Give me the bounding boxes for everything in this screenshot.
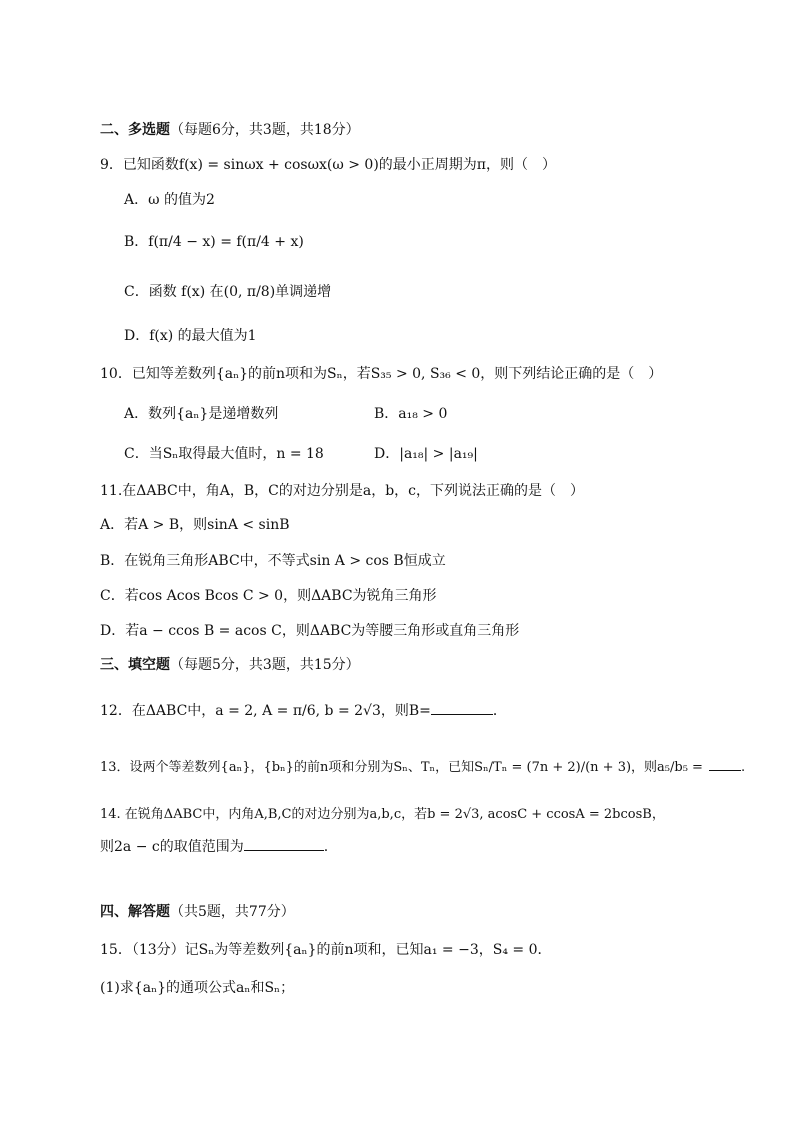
q11-option-a: A．若A > B，则sinA < sinB (100, 517, 290, 533)
section-3-heading (100, 655, 360, 675)
q14-text: 则2a − c的取值范围为 (100, 839, 244, 855)
q10-option-d: D．|a₁₈| > |a₁₉| (374, 446, 478, 462)
q10-stem: 10．已知等差数列{aₙ}的前n项和为Sₙ，若S₃₅ > 0, S₃₆ < 0，则下列结论正确的是（ ） (100, 366, 663, 382)
q11-option-c: C．若cos Acos Bcos C > 0，则ΔABC为锐角三角形 (100, 588, 437, 604)
q15-stem: 15．（13分）记Sₙ为等差数列{aₙ}的前n项和，已知a₁ = −3，S₄ = 0． (100, 942, 552, 958)
section-4-title: 四、解答题 (100, 904, 170, 920)
q10-option-b: B．a₁₈ > 0 (374, 406, 448, 422)
q14-line-2 (100, 836, 328, 857)
q12-text: 12．在ΔABC中，a = 2, A = π/6, b = 2√3，则B= (100, 703, 431, 719)
q13-answer-blank[interactable] (709, 756, 741, 771)
section-2-title: 二、多选题 (100, 122, 170, 138)
q11-option-d: D．若a − ccos B = acos C，则ΔABC为等腰三角形或直角三角形 (100, 623, 520, 639)
q13-end: . (740, 760, 746, 775)
q10-option-a: A．数列{aₙ}是递增数列 (124, 406, 279, 422)
q14-answer-blank[interactable] (244, 836, 324, 851)
section-2-heading (100, 120, 360, 140)
q14-line-1: 14. 在锐角ΔABC中，内角A,B,C的对边分别为a,b,c，若b = 2√3, acosC + ccosA = 2bcosB， (100, 807, 665, 822)
q14-end: . (323, 839, 329, 855)
section-4-heading (100, 902, 295, 922)
q11-option-b: B．在锐角三角形ABC中，不等式sin A > cos B恒成立 (100, 553, 446, 569)
q9-option-a: A．ω 的值为2 (124, 192, 215, 208)
q10-option-c: C．当Sₙ取得最大值时，n = 18 (124, 446, 324, 462)
q9-option-d: D．f(x) 的最大值为1 (124, 328, 257, 344)
q12-end: ． (492, 703, 507, 719)
q13-line (100, 756, 745, 778)
section-3-note: （每题5分，共3题，共15分） (170, 657, 360, 673)
q9-option-c: C．函数 f(x) 在(0, π/8)单调递增 (124, 284, 332, 300)
q11-stem: 11.在ΔABC中，角A，B，C的对边分别是a，b，c，下列说法正确的是（ ） (100, 483, 585, 499)
q9-option-b: B．f(π/4 − x) = f(π/4 + x) (124, 234, 304, 250)
section-3-title: 三、填空题 (100, 657, 170, 673)
section-2-note: （每题6分，共3题，共18分） (170, 122, 360, 138)
section-4-note: （共5题，共77分） (170, 904, 295, 920)
q12-answer-blank[interactable] (431, 700, 493, 715)
q15-part-1: (1)求{aₙ}的通项公式aₙ和Sₙ； (100, 980, 295, 996)
q13-text: 13．设两个等差数列{aₙ}，{bₙ}的前n项和分别为Sₙ、Tₙ，已知Sₙ/Tₙ = (7n + 2)/(n + 3)，则a₅/b₅ = (100, 760, 703, 775)
q12-line (100, 700, 507, 721)
q9-stem: 9．已知函数f(x) = sinωx + cosωx(ω > 0)的最小正周期为π，则（ ） (100, 157, 557, 173)
